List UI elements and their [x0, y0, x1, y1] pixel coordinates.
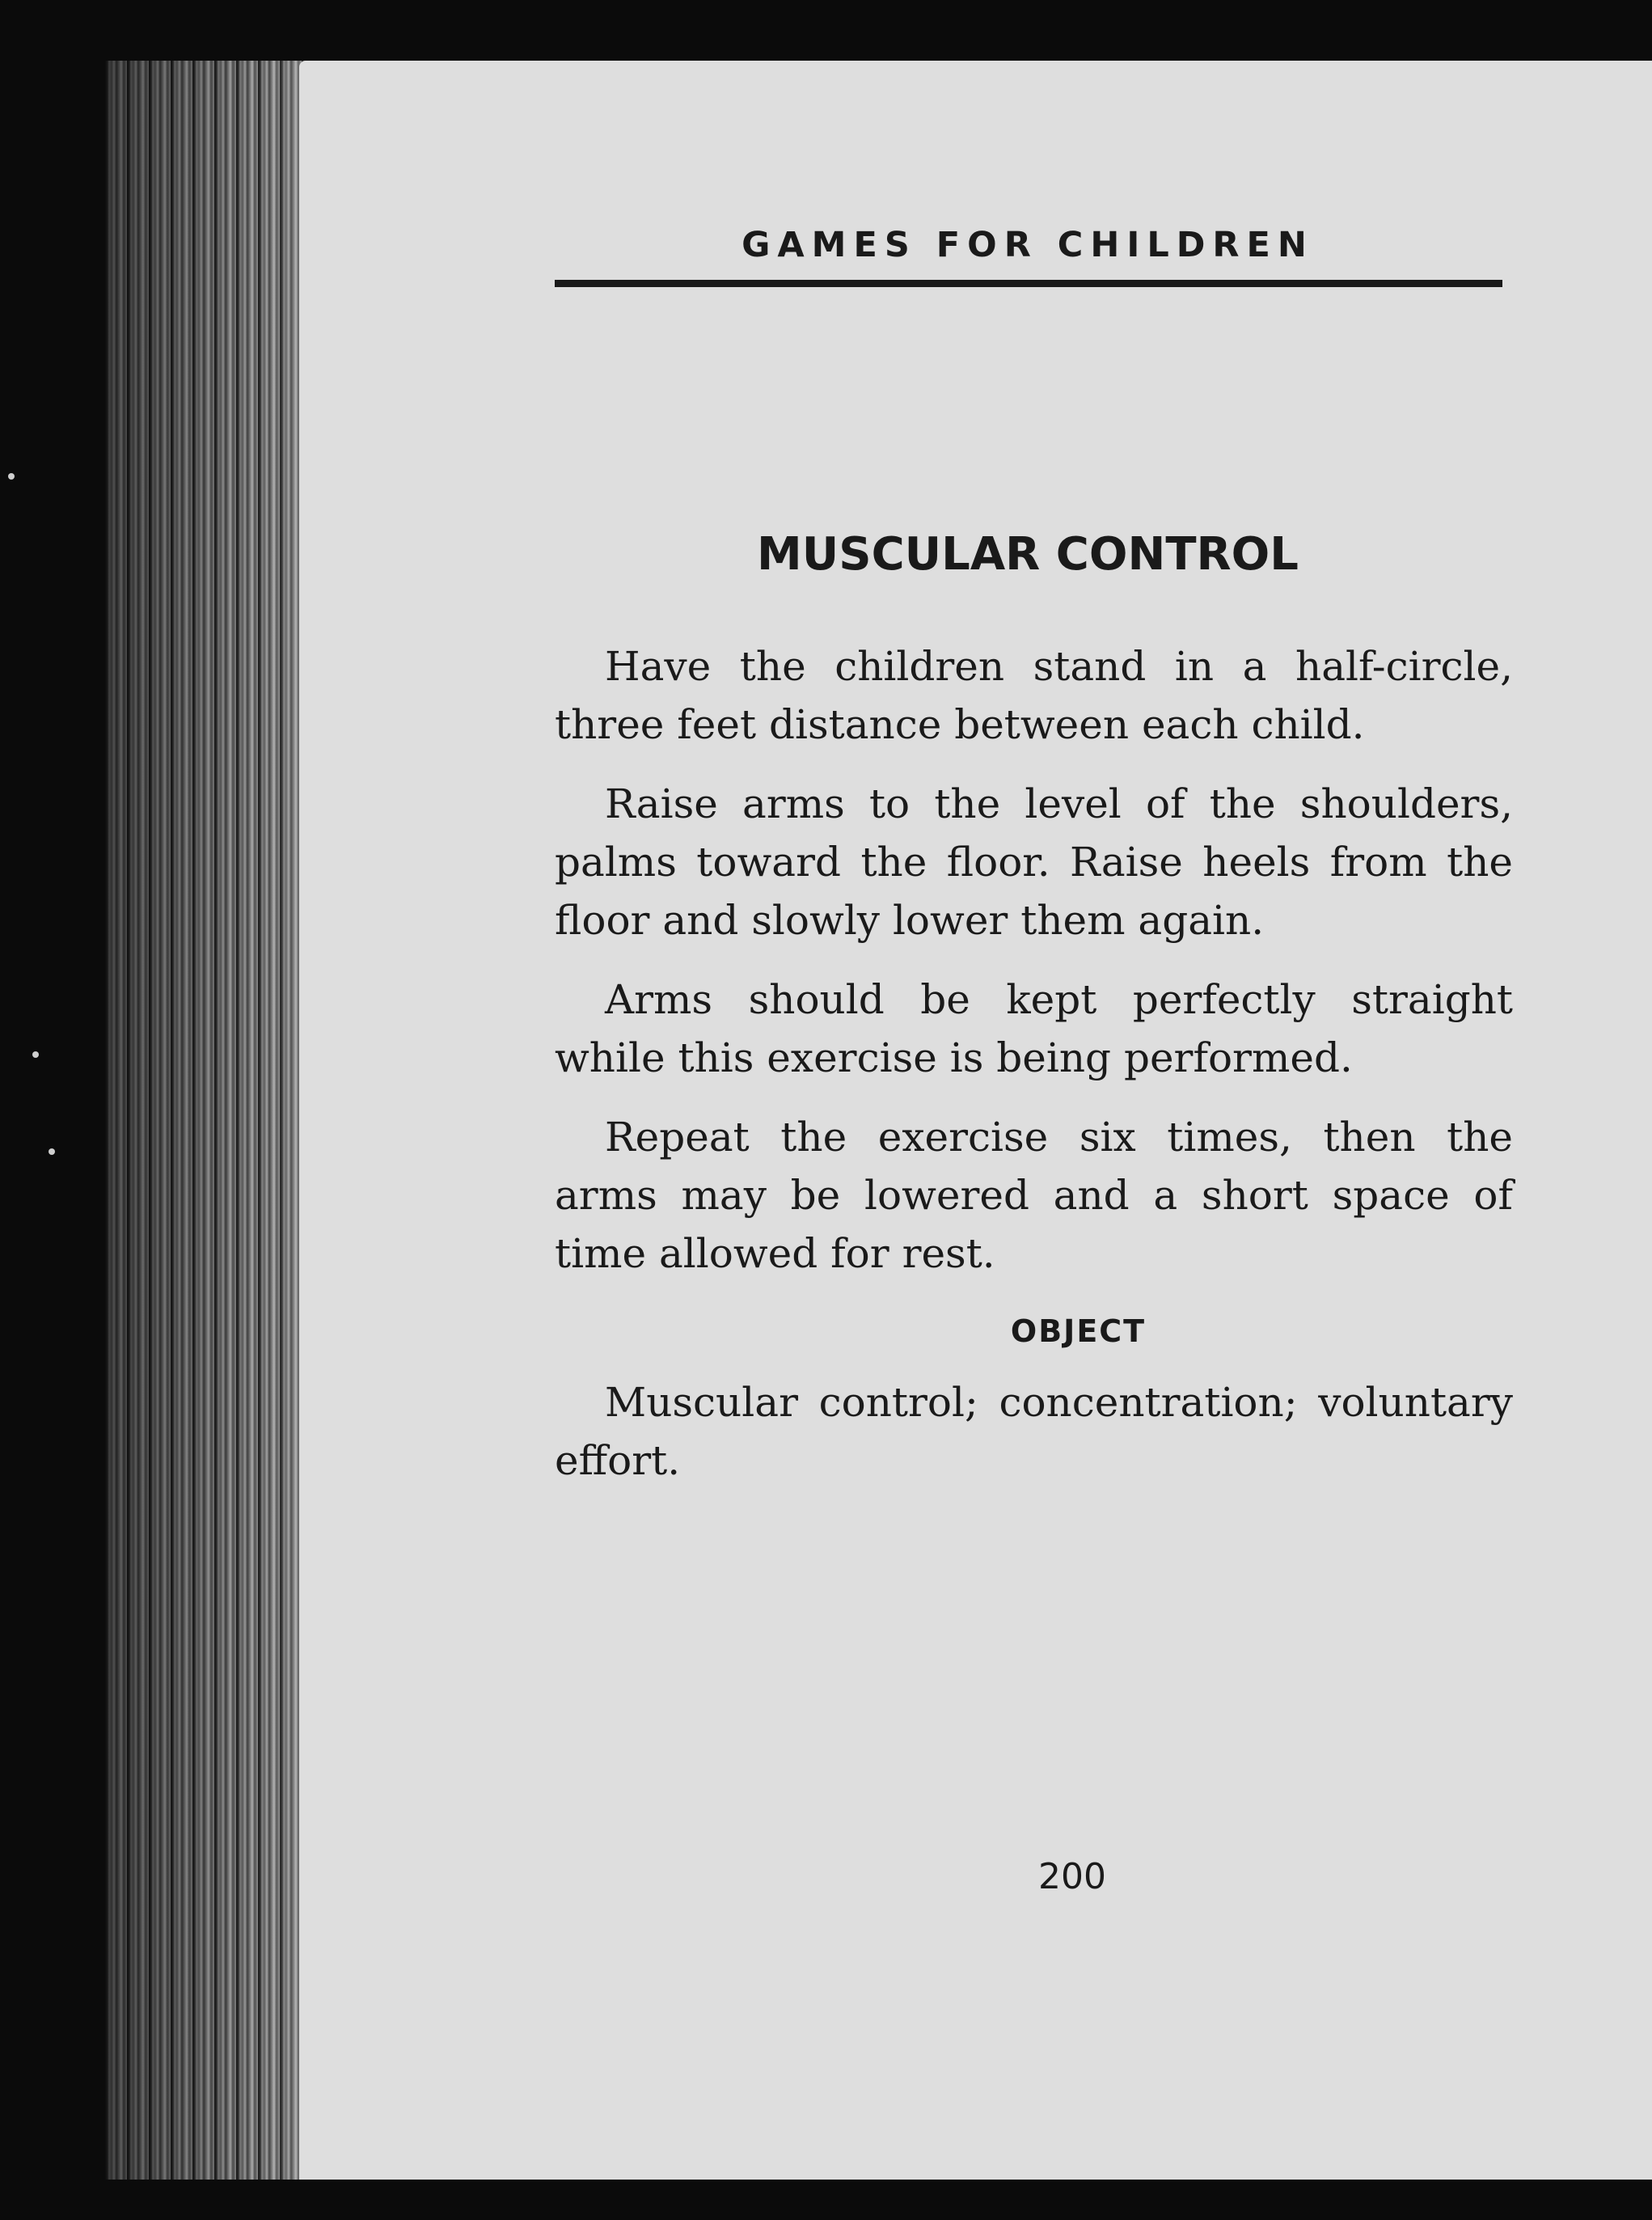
- object-heading: OBJECT: [1010, 1313, 1147, 1349]
- running-head: GAMES FOR CHILDREN: [741, 225, 1314, 265]
- scan-speck: [8, 473, 15, 480]
- paragraph: Arms should be kept perfectly straight while this exercise is being performed.: [555, 976, 1513, 1081]
- header-rule: [555, 280, 1502, 287]
- paragraph: Have the children stand in a half-circle, three feet distance between each child.: [555, 643, 1513, 748]
- book-page-edges: [105, 61, 332, 2180]
- paragraph: Raise arms to the level of the shoulders, palms toward the floor. Raise heels from the floor and slowly lower them again.: [555, 780, 1513, 944]
- page-number: 200: [1038, 1856, 1106, 1897]
- object-paragraph: Muscular control; concentration; voluntary effort.: [555, 1379, 1513, 1484]
- scan-speck: [49, 1148, 55, 1155]
- body-text: [555, 637, 1513, 1511]
- paragraph: Repeat the exercise six times, then the arms may be lowered and a short space of time allowed for rest.: [555, 1114, 1513, 1277]
- section-title: MUSCULAR CONTROL: [757, 528, 1299, 581]
- scan-speck: [32, 1051, 39, 1058]
